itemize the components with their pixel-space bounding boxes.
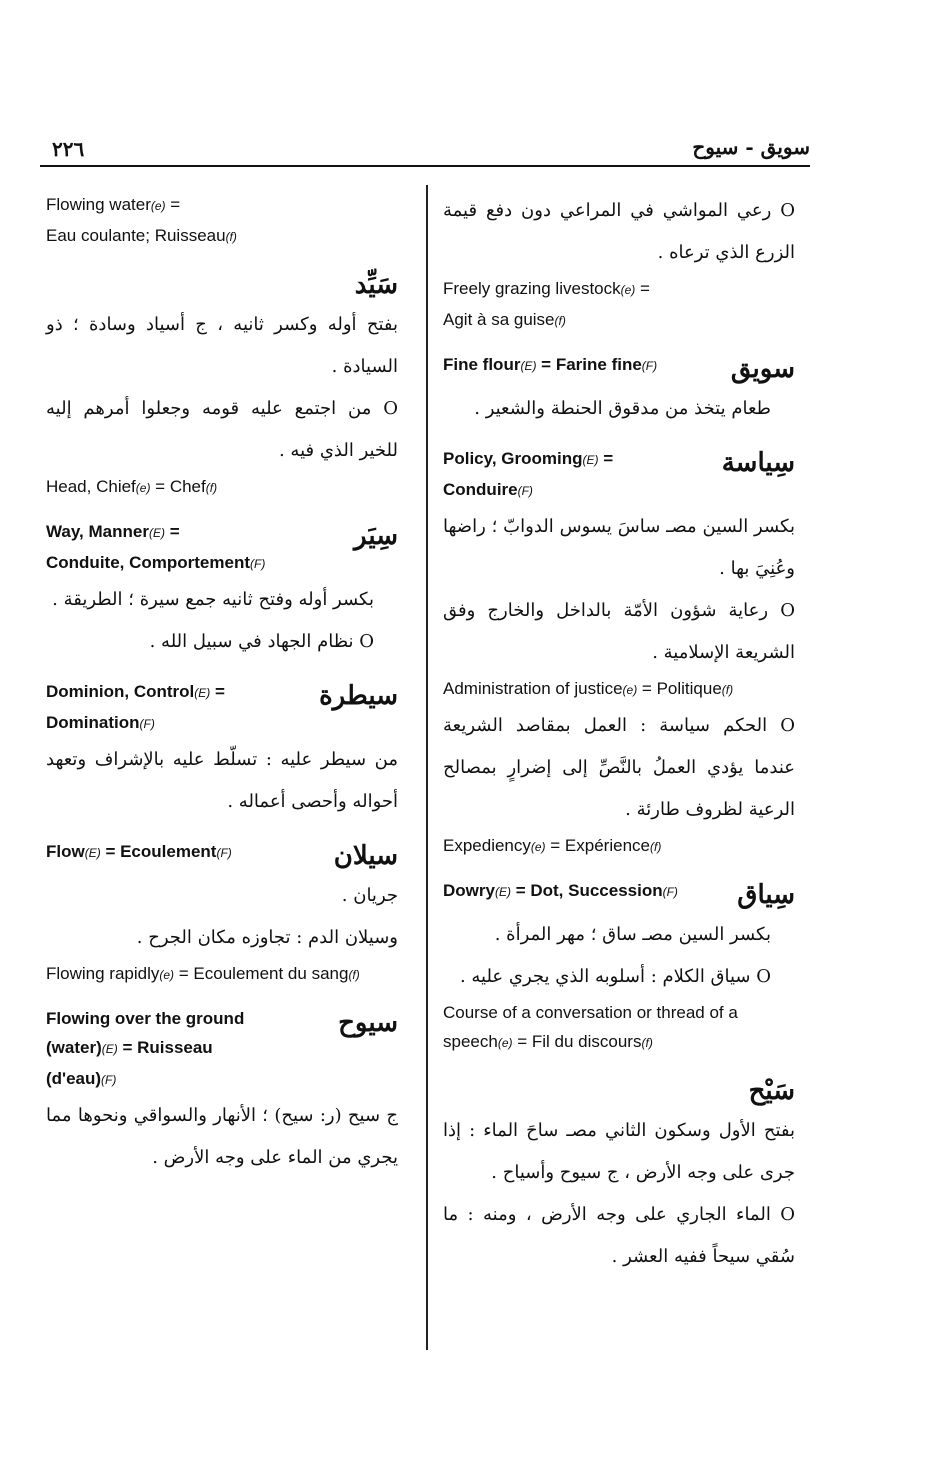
arabic-definition: O الماء الجاري على وجه الأرض ، ومنه : ما سُقي سيحاً ففيه العشر . xyxy=(443,1204,795,1267)
entry-sawiq xyxy=(443,350,795,430)
translation: Course of a conversation or thread of a speech(e) = Fil du discours(f) xyxy=(443,1003,738,1051)
arabic-definition: بكسر السين مصـ ساسَ يسوس الدوابّ ؛ راضها وعُنِيَ بها . xyxy=(443,516,795,579)
entry-suyuh xyxy=(46,1004,398,1179)
arabic-definition: بكسر أوله وفتح ثانيه جمع سيرة ؛ الطريقة . xyxy=(52,589,374,610)
entry-siyasa xyxy=(443,444,795,862)
arabic-definition: بفتح أوله وكسر ثانيه ، ج أسياد وسادة ؛ ذو السيادة . xyxy=(46,314,398,377)
arabic-definition: O من اجتمع عليه قومه وجعلوا أمرهم إليه للخير الذي فيه . xyxy=(46,398,398,461)
entry-sayalan xyxy=(46,837,398,990)
headword: سيطرة xyxy=(319,681,398,711)
entry-continuation xyxy=(46,190,398,252)
arabic-definition: بكسر السين مصـ ساق ؛ مهر المرأة . xyxy=(494,924,771,945)
page-header xyxy=(40,135,810,167)
entry-translation: Way, Manner(E) = Conduite, Comportement(F) xyxy=(46,522,266,572)
arabic-definition: ج سيح (ر: سيح) ؛ الأنهار والسواقي ونحوها مما يجري من الماء على وجه الأرض . xyxy=(46,1105,398,1168)
headword: سيلان xyxy=(333,841,398,871)
headword: سِياسة xyxy=(721,448,795,478)
entry-continuation xyxy=(443,190,795,336)
page-number: ٢٢٦ xyxy=(52,137,85,161)
arabic-definition: O رعي المواشي في المراعي دون دفع قيمة الزرع الذي ترعاه . xyxy=(443,200,795,263)
entry-saytara xyxy=(46,677,398,823)
headword: سَيِّد xyxy=(354,270,398,300)
french-gloss: Agit à sa guise(f) xyxy=(443,310,566,329)
arabic-definition: O الحكم سياسة : العمل بمقاصد الشريعة عندما يؤدي العملُ بالنَّصِّ إلى إضرارٍ بمصالح الرعية لظروف طارئة . xyxy=(443,715,795,820)
arabic-definition: O رعاية شؤون الأمّة بالداخل والخارج وفق الشريعة الإسلامية . xyxy=(443,600,795,663)
headword: سِيَر xyxy=(354,521,398,551)
headword: سيوح xyxy=(338,1008,398,1038)
entry-sayyid xyxy=(46,266,398,503)
entry-translation: Policy, Grooming(E) = Conduire(F) xyxy=(443,449,614,499)
english-gloss: Freely grazing livestock(e) = xyxy=(443,279,650,298)
right-column xyxy=(443,190,795,1292)
running-title: سويق - سيوح xyxy=(692,135,810,159)
translation: Expediency(e) = Expérience(f) xyxy=(443,836,662,855)
translation: Flowing rapidly(e) = Ecoulement du sang(f) xyxy=(46,964,360,983)
french-gloss: Eau coulante; Ruisseau(f) xyxy=(46,226,237,245)
arabic-definition: وسيلان الدم : تجاوزه مكان الجرح . xyxy=(136,927,398,948)
arabic-definition: O سياق الكلام : أسلوبه الذي يجري عليه . xyxy=(459,966,771,987)
translation: Administration of justice(e) = Politique(f) xyxy=(443,679,734,698)
column-divider xyxy=(426,185,428,1350)
entry-siyar xyxy=(46,517,398,663)
english-gloss: Flowing water(e) = xyxy=(46,195,181,214)
headword: سِياق xyxy=(737,880,795,910)
arabic-definition: O نظام الجهاد في سبيل الله . xyxy=(149,631,374,652)
arabic-definition: من سيطر عليه : تسلّط عليه بالإشراف وتعهد أحواله وأحصى أعماله . xyxy=(46,749,398,812)
entry-translation: Fine flour(E) = Farine fine(F) xyxy=(443,355,658,374)
left-column xyxy=(46,190,398,1193)
entry-translation: Flow(E) = Ecoulement(F) xyxy=(46,842,232,861)
entry-translation: Dominion, Control(E) = Domination(F) xyxy=(46,682,225,732)
arabic-definition: جريان . xyxy=(341,885,398,906)
headword: سَيْح xyxy=(748,1076,795,1106)
arabic-definition: طعام يتخذ من مدقوق الحنطة والشعير . xyxy=(474,398,771,419)
entry-siyaq xyxy=(443,876,795,1058)
translation: Head, Chief(e) = Chef(f) xyxy=(46,477,218,496)
entry-sayh xyxy=(443,1072,795,1278)
headword: سويق xyxy=(730,354,795,384)
arabic-definition: بفتح الأول وسكون الثاني مصـ ساحَ الماء : إذا جرى على وجه الأرض ، ج سيوح وأسياح . xyxy=(443,1120,795,1183)
entry-translation: Dowry(E) = Dot, Succession(F) xyxy=(443,881,678,900)
entry-translation: Flowing over the ground (water)(E) = Ruisseau (d'eau)(F) xyxy=(46,1009,245,1088)
